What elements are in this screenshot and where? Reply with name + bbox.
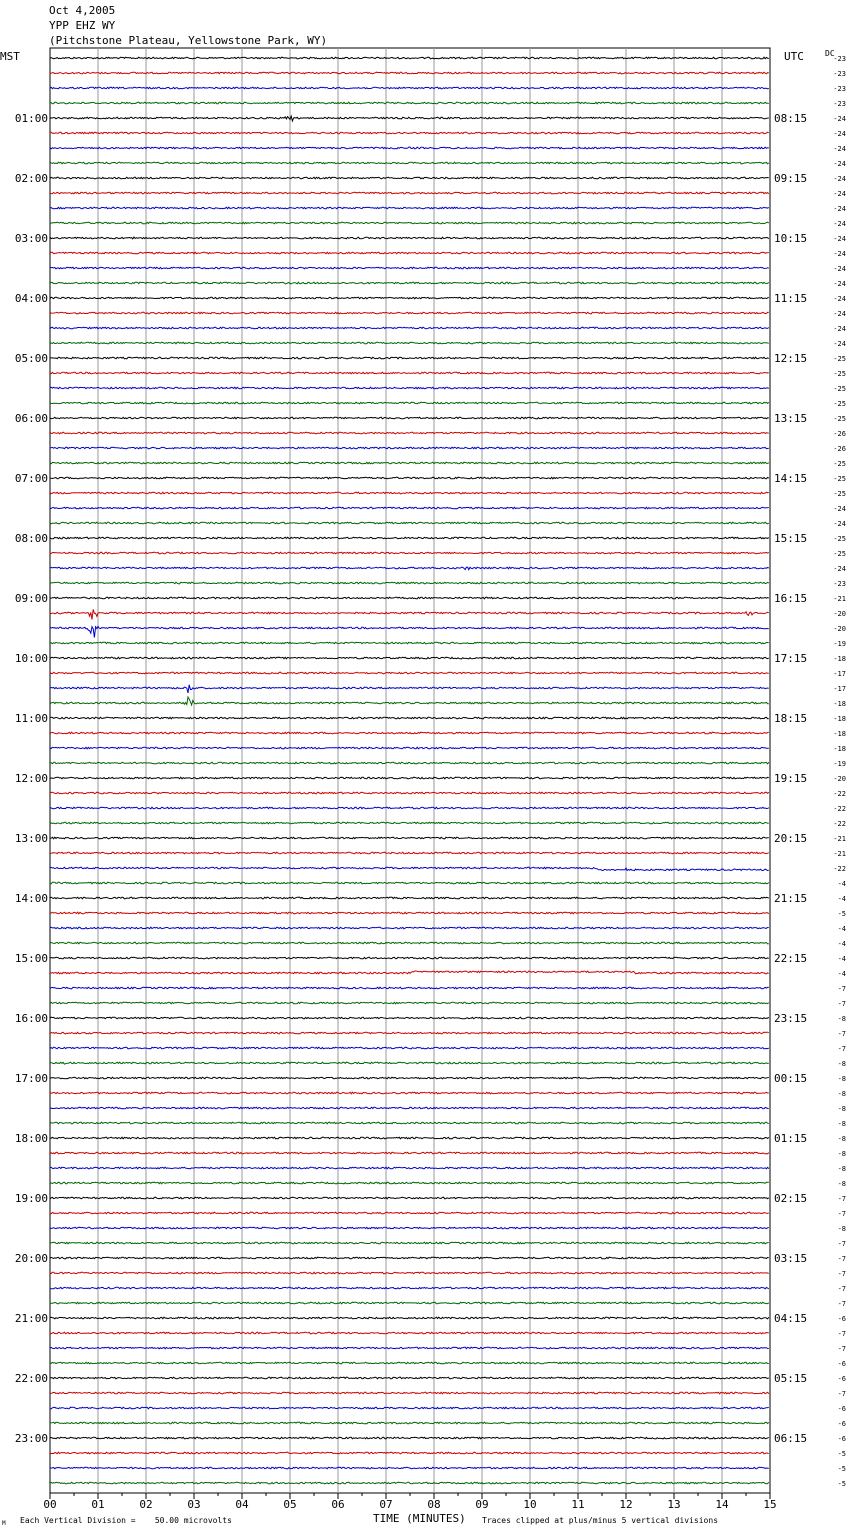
x-axis-title: TIME (MINUTES): [373, 1512, 466, 1525]
dc-offset-label: -24: [833, 160, 846, 168]
trace-52: [50, 837, 769, 839]
x-tick-label: 00: [43, 1498, 57, 1511]
trace-80: [50, 1257, 769, 1259]
trace-43: [50, 697, 769, 705]
dc-offset-label: -7: [837, 1210, 846, 1218]
dc-offset-label: -24: [833, 565, 846, 573]
dc-offset-label: -22: [833, 790, 846, 798]
x-tick-label: 01: [91, 1498, 105, 1511]
trace-10: [50, 207, 769, 209]
trace-41: [50, 672, 769, 674]
dc-offset-label: -25: [833, 475, 846, 483]
trace-16: [50, 297, 769, 299]
dc-offset-label: -4: [837, 880, 846, 888]
utc-hour-label: 16:15: [774, 592, 808, 605]
trace-46: [50, 747, 769, 749]
dc-offset-label: -24: [833, 145, 846, 153]
trace-89: [50, 1392, 769, 1394]
trace-61: [50, 971, 769, 974]
dc-offset-label: -7: [837, 1345, 846, 1353]
trace-90: [50, 1407, 769, 1409]
trace-27: [50, 462, 769, 464]
dc-offset-label: -26: [833, 445, 846, 453]
trace-15: [50, 282, 769, 284]
trace-59: [50, 942, 769, 944]
dc-offset-label: -4: [837, 955, 846, 963]
dc-offset-label: -26: [833, 430, 846, 438]
trace-78: [50, 1227, 769, 1229]
dc-offset-label: -6: [837, 1375, 846, 1383]
dc-offset-label: -8: [837, 1120, 846, 1128]
x-tick-label: 07: [379, 1498, 393, 1511]
trace-62: [50, 987, 769, 989]
dc-offset-label: -20: [833, 610, 846, 618]
mst-hour-label: 06:00: [14, 412, 48, 425]
dc-offset-label: -24: [833, 220, 846, 228]
dc-offset-label: -25: [833, 370, 846, 378]
dc-offset-label: -7: [837, 1240, 846, 1248]
dc-offset-label: -20: [833, 625, 846, 633]
trace-0: [50, 57, 769, 59]
station-name: YPP EHZ WY: [49, 19, 116, 32]
trace-77: [50, 1212, 769, 1214]
dc-offset-label: -8: [837, 1180, 846, 1188]
x-tick-label: 12: [619, 1498, 633, 1511]
dc-offset-label: -25: [833, 550, 846, 558]
mst-hour-label: 22:00: [14, 1372, 48, 1385]
trace-29: [50, 492, 769, 494]
mst-hour-label: 21:00: [14, 1312, 48, 1325]
utc-hour-label: 08:15: [774, 112, 808, 125]
dc-offset-label: -7: [837, 1000, 846, 1008]
dc-offset-label: -8: [837, 1015, 846, 1023]
dc-offset-label: -5: [837, 1465, 846, 1473]
dc-offset-label: -23: [833, 580, 846, 588]
utc-hour-label: 01:15: [774, 1132, 808, 1145]
mst-hour-label: 16:00: [14, 1012, 48, 1025]
mst-hour-label: 15:00: [14, 952, 48, 965]
trace-42: [50, 685, 769, 693]
dc-offset-label: -8: [837, 1165, 846, 1173]
dc-offset-label: -24: [833, 190, 846, 198]
dc-offset-label: -8: [837, 1060, 846, 1068]
mst-hour-label: 11:00: [14, 712, 48, 725]
trace-64: [50, 1017, 769, 1019]
x-tick-label: 14: [715, 1498, 729, 1511]
trace-13: [50, 252, 769, 254]
trace-76: [50, 1197, 769, 1199]
trace-54: [50, 867, 769, 870]
trace-34: [50, 567, 769, 570]
trace-9: [50, 192, 769, 194]
trace-26: [50, 447, 769, 449]
dc-offset-label: -7: [837, 1270, 846, 1278]
dc-offset-label: -24: [833, 295, 846, 303]
trace-44: [50, 717, 769, 719]
trace-48: [50, 777, 769, 779]
dc-offset-label: -8: [837, 1225, 846, 1233]
utc-hour-label: 13:15: [774, 412, 808, 425]
utc-hour-label: 09:15: [774, 172, 808, 185]
trace-36: [50, 597, 769, 599]
dc-offset-label: -7: [837, 1300, 846, 1308]
trace-84: [50, 1317, 769, 1319]
dc-offset-label: -23: [833, 55, 846, 63]
trace-75: [50, 1182, 769, 1184]
x-tick-label: 11: [571, 1498, 585, 1511]
trace-19: [50, 342, 769, 344]
mst-hour-label: 17:00: [14, 1072, 48, 1085]
dc-offset-label: -23: [833, 70, 846, 78]
utc-hour-label: 11:15: [774, 292, 808, 305]
utc-hour-label: 19:15: [774, 772, 808, 785]
dc-offset-label: -7: [837, 1330, 846, 1338]
trace-20: [50, 357, 769, 359]
utc-hour-label: 15:15: [774, 532, 808, 545]
dc-offset-label: -24: [833, 265, 846, 273]
trace-14: [50, 267, 769, 269]
mst-hour-label: 03:00: [14, 232, 48, 245]
trace-91: [50, 1422, 769, 1424]
x-tick-label: 04: [235, 1498, 249, 1511]
dc-offset-label: -5: [837, 1480, 846, 1488]
trace-6: [50, 147, 769, 149]
trace-65: [50, 1032, 769, 1034]
dc-offset-label: -7: [837, 1390, 846, 1398]
dc-offset-label: -8: [837, 1075, 846, 1083]
dc-offset-label: -21: [833, 850, 846, 858]
utc-hour-label: 06:15: [774, 1432, 808, 1445]
x-tick-label: 13: [667, 1498, 681, 1511]
mst-hour-label: 12:00: [14, 772, 48, 785]
trace-68: [50, 1077, 769, 1079]
dc-offset-label: -25: [833, 415, 846, 423]
dc-offset-label: -20: [833, 775, 846, 783]
dc-offset-label: -24: [833, 310, 846, 318]
utc-hour-label: 00:15: [774, 1072, 808, 1085]
trace-2: [50, 87, 769, 89]
utc-hour-label: 04:15: [774, 1312, 808, 1325]
mst-hour-label: 19:00: [14, 1192, 48, 1205]
dc-offset-label: -18: [833, 745, 846, 753]
trace-51: [50, 822, 769, 824]
dc-offset-label: -6: [837, 1360, 846, 1368]
dc-offset-label: -25: [833, 400, 846, 408]
x-tick-label: 15: [763, 1498, 777, 1511]
trace-53: [50, 852, 769, 854]
trace-22: [50, 387, 769, 389]
left-timezone-label: MST: [0, 50, 20, 63]
right-timezone-label: UTC: [784, 50, 804, 63]
utc-hour-label: 22:15: [774, 952, 808, 965]
x-tick-label: 06: [331, 1498, 345, 1511]
dc-offset-label: -22: [833, 820, 846, 828]
mst-hour-label: 18:00: [14, 1132, 48, 1145]
x-tick-label: 02: [139, 1498, 153, 1511]
dc-offset-label: -24: [833, 130, 846, 138]
mst-hour-label: 07:00: [14, 472, 48, 485]
dc-offset-label: -24: [833, 340, 846, 348]
trace-74: [50, 1167, 769, 1169]
trace-21: [50, 372, 769, 374]
dc-offset-label: -18: [833, 730, 846, 738]
trace-31: [50, 522, 769, 524]
utc-hour-label: 23:15: [774, 1012, 808, 1025]
dc-offset-label: -18: [833, 715, 846, 723]
x-tick-label: 08: [427, 1498, 441, 1511]
trace-1: [50, 72, 769, 74]
utc-hour-label: 05:15: [774, 1372, 808, 1385]
dc-offset-label: -24: [833, 505, 846, 513]
dc-offset-label: -7: [837, 1255, 846, 1263]
trace-86: [50, 1347, 769, 1349]
trace-35: [50, 582, 769, 584]
trace-71: [50, 1122, 769, 1124]
dc-offset-label: -25: [833, 460, 846, 468]
dc-offset-label: -24: [833, 235, 846, 243]
plot-frame: [50, 48, 770, 1493]
trace-60: [50, 957, 769, 959]
plot-date: Oct 4,2005: [49, 4, 116, 17]
trace-70: [50, 1107, 769, 1109]
trace-66: [50, 1047, 769, 1049]
dc-offset-label: -22: [833, 805, 846, 813]
mst-hour-label: 10:00: [14, 652, 48, 665]
dc-offset-label: -8: [837, 1135, 846, 1143]
utc-hour-label: 03:15: [774, 1252, 808, 1265]
mst-hour-label: 14:00: [14, 892, 48, 905]
trace-23: [50, 402, 769, 404]
trace-17: [50, 312, 769, 314]
dc-offset-label: -6: [837, 1420, 846, 1428]
dc-offset-label: -7: [837, 1045, 846, 1053]
trace-73: [50, 1152, 769, 1154]
dc-offset-label: -5: [837, 1450, 846, 1458]
trace-72: [50, 1137, 769, 1139]
trace-50: [50, 807, 769, 809]
trace-25: [50, 432, 769, 434]
dc-offset-label: -25: [833, 490, 846, 498]
trace-7: [50, 162, 769, 164]
dc-offset-label: -18: [833, 700, 846, 708]
station-location: (Pitchstone Plateau, Yellowstone Park, WY): [49, 34, 328, 47]
utc-hour-label: 14:15: [774, 472, 808, 485]
dc-offset-label: -4: [837, 970, 846, 978]
trace-83: [50, 1302, 769, 1304]
dc-offset-label: -6: [837, 1435, 846, 1443]
dc-offset-label: -19: [833, 640, 846, 648]
trace-24: [50, 417, 769, 419]
trace-79: [50, 1242, 769, 1244]
dc-offset-label: -25: [833, 535, 846, 543]
dc-offset-label: -24: [833, 205, 846, 213]
dc-offset-label: -4: [837, 925, 846, 933]
trace-11: [50, 222, 769, 224]
trace-57: [50, 912, 769, 914]
x-tick-label: 03: [187, 1498, 201, 1511]
trace-18: [50, 327, 769, 329]
dc-offset-label: -6: [837, 1405, 846, 1413]
dc-offset-label: -24: [833, 175, 846, 183]
dc-offset-label: -8: [837, 1150, 846, 1158]
trace-3: [50, 102, 769, 104]
mst-hour-label: 09:00: [14, 592, 48, 605]
dc-offset-label: -24: [833, 520, 846, 528]
trace-30: [50, 507, 769, 509]
dc-offset-label: -7: [837, 1030, 846, 1038]
dc-offset-label: -18: [833, 655, 846, 663]
trace-33: [50, 552, 769, 554]
trace-5: [50, 132, 769, 134]
footer-mark: M: [2, 1520, 6, 1527]
mst-hour-label: 01:00: [14, 112, 48, 125]
trace-67: [50, 1062, 769, 1064]
trace-28: [50, 477, 769, 479]
trace-38: [50, 626, 769, 637]
trace-58: [50, 927, 769, 929]
dc-offset-label: -24: [833, 250, 846, 258]
dc-offset-label: -22: [833, 865, 846, 873]
trace-93: [50, 1452, 769, 1454]
trace-49: [50, 792, 769, 794]
trace-88: [50, 1377, 769, 1379]
dc-offset-label: -19: [833, 760, 846, 768]
trace-92: [50, 1437, 769, 1439]
mst-hour-label: 04:00: [14, 292, 48, 305]
trace-94: [50, 1467, 769, 1469]
utc-hour-label: 10:15: [774, 232, 808, 245]
trace-40: [50, 657, 769, 659]
dc-offset-label: -23: [833, 85, 846, 93]
mst-hour-label: 08:00: [14, 532, 48, 545]
dc-offset-label: -24: [833, 115, 846, 123]
utc-hour-label: 18:15: [774, 712, 808, 725]
trace-56: [50, 897, 769, 899]
mst-hour-label: 05:00: [14, 352, 48, 365]
trace-47: [50, 762, 769, 764]
trace-37: [50, 609, 769, 619]
trace-69: [50, 1092, 769, 1094]
dc-offset-label: -24: [833, 280, 846, 288]
mst-hour-label: 13:00: [14, 832, 48, 845]
utc-hour-label: 12:15: [774, 352, 808, 365]
dc-offset-label: -7: [837, 1285, 846, 1293]
dc-offset-label: -8: [837, 1090, 846, 1098]
trace-55: [50, 882, 769, 884]
dc-offset-label: -21: [833, 595, 846, 603]
dc-offset-label: -7: [837, 985, 846, 993]
dc-offset-label: -8: [837, 1105, 846, 1113]
mst-hour-label: 02:00: [14, 172, 48, 185]
dc-offset-label: -21: [833, 835, 846, 843]
x-tick-label: 09: [475, 1498, 489, 1511]
dc-offset-label: -6: [837, 1315, 846, 1323]
utc-hour-label: 02:15: [774, 1192, 808, 1205]
trace-85: [50, 1332, 769, 1334]
trace-81: [50, 1272, 769, 1274]
trace-63: [50, 1002, 769, 1004]
trace-82: [50, 1287, 769, 1289]
dc-offset-label: -4: [837, 940, 846, 948]
mst-hour-label: 23:00: [14, 1432, 48, 1445]
trace-8: [50, 177, 769, 179]
utc-hour-label: 17:15: [774, 652, 808, 665]
trace-32: [50, 537, 769, 539]
dc-offset-label: -25: [833, 385, 846, 393]
scale-note: Each Vertical Division = 50.00 microvolts: [20, 1516, 232, 1525]
trace-4: [50, 116, 769, 121]
trace-87: [50, 1362, 769, 1364]
trace-12: [50, 237, 769, 239]
dc-offset-label: -17: [833, 685, 846, 693]
mst-hour-label: 20:00: [14, 1252, 48, 1265]
utc-hour-label: 20:15: [774, 832, 808, 845]
trace-39: [50, 642, 769, 644]
dc-offset-label: -25: [833, 355, 846, 363]
utc-hour-label: 21:15: [774, 892, 808, 905]
dc-offset-label: -24: [833, 325, 846, 333]
trace-95: [50, 1482, 769, 1484]
clip-note: Traces clipped at plus/minus 5 vertical divisions: [482, 1516, 719, 1525]
dc-offset-label: -5: [837, 910, 846, 918]
x-tick-label: 05: [283, 1498, 297, 1511]
trace-45: [50, 732, 769, 734]
dc-offset-label: -17: [833, 670, 846, 678]
dc-offset-label: -4: [837, 895, 846, 903]
dc-offset-label: -23: [833, 100, 846, 108]
dc-offset-label: -7: [837, 1195, 846, 1203]
dc-offset-header: DC: [825, 49, 835, 58]
x-tick-label: 10: [523, 1498, 537, 1511]
